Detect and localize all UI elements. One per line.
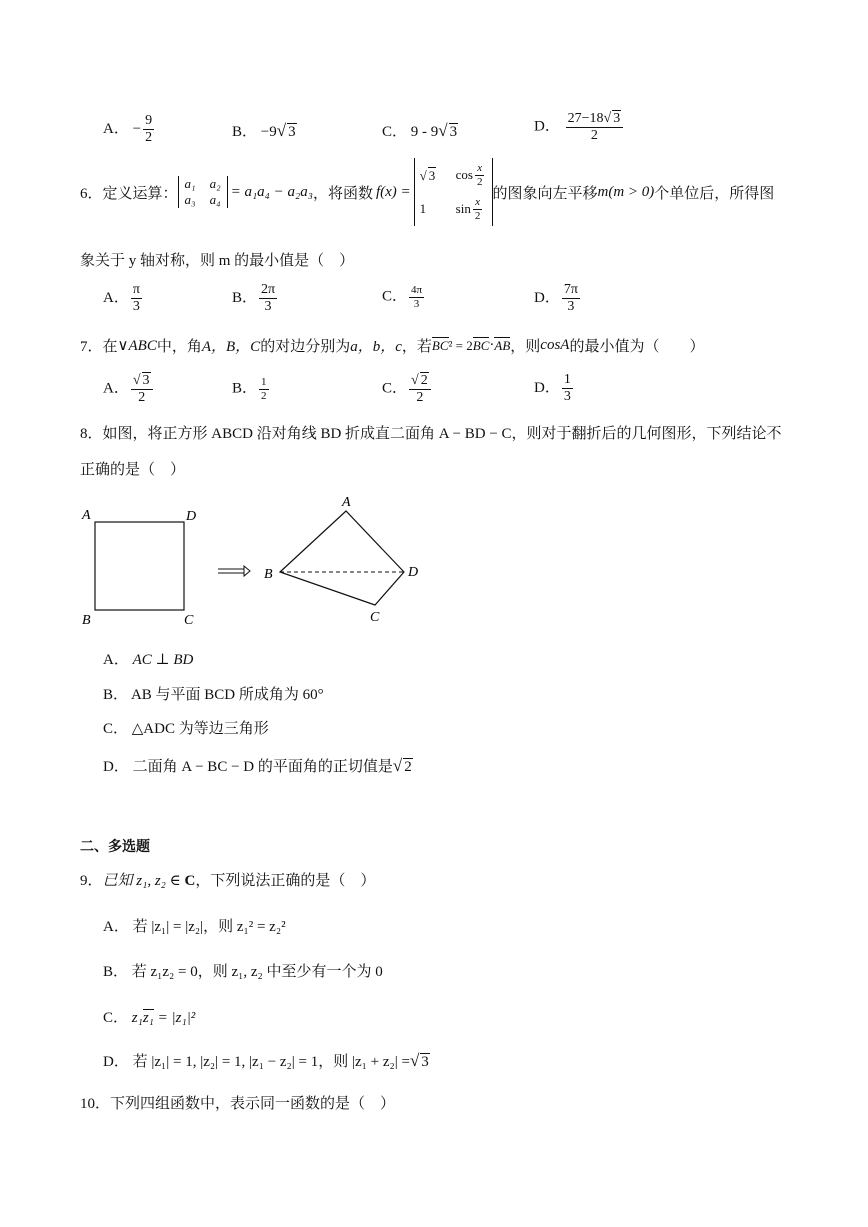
- q7-option-a: A． $\frac{√ 3}{2}$: [103, 372, 155, 406]
- q5-option-c: [382, 120, 458, 141]
- q8-option-a: A． AC ⊥ BD: [103, 652, 194, 668]
- q5-option-c-value: 9 - 9: [410, 124, 439, 140]
- right-arrow-icon: [218, 566, 250, 576]
- q5-option-b-value: −9: [260, 124, 277, 140]
- q5-option-b-root: 3: [288, 124, 296, 140]
- q8-option-d: D． 二面角 A − BC − D 的平面角的正切值是√ 2: [103, 756, 412, 775]
- fig-label-d: D: [186, 509, 197, 524]
- q5-option-d: [534, 110, 625, 144]
- fig-label-c: C: [184, 613, 194, 628]
- q6-mid: ，将函数: [312, 185, 373, 202]
- q5-option-b-label: B．: [232, 124, 258, 140]
- q7-option-c: C． $\frac{√ 2}{2}$: [382, 372, 433, 406]
- fig2-label-a: A: [342, 495, 351, 510]
- section-title: 二、多选题: [80, 839, 150, 855]
- q9-option-c: C． z₁z₁ = |z₁|²: [103, 1010, 196, 1026]
- sqrt-icon: √: [411, 373, 419, 388]
- q6-option-d: D． $\frac{7\pi}{3}$: [534, 282, 578, 315]
- q6-det-result: = a₁a₄ − a₂a₃: [230, 183, 313, 200]
- sqrt-icon: √: [276, 121, 287, 140]
- fig2-label-c: C: [370, 610, 380, 625]
- q6-function-determinant: √ 3 cos $\frac{x}{2}$ 1 sin $\frac{x}{2}$: [414, 158, 493, 226]
- q8-option-b: B． AB 与平面 BCD 所成角为 60°: [103, 687, 324, 703]
- q6-m-condition: m(m > 0): [597, 183, 655, 200]
- q9-option-a: A． 若 |z₁| = |z₂|，则 z₁² = z₂²: [103, 919, 286, 935]
- q7-vector-ab: AB: [494, 338, 511, 354]
- folded-figure: [280, 511, 404, 605]
- q6-line1: [80, 158, 774, 226]
- q7-vector-bc2: BC: [472, 338, 490, 354]
- q6-after: 的图象向左平移: [492, 185, 598, 202]
- q9-stem: 9．已知 z₁, z₂ ∈ C，下列说法正确的是（ ）: [80, 873, 376, 889]
- q5-option-a-fraction: $\frac{9}{2}$: [145, 113, 153, 146]
- q6-after2: 个单位后，所得图: [654, 185, 775, 202]
- q7-triangle: ∨ABC: [117, 338, 157, 354]
- fig2-label-d: D: [408, 565, 419, 580]
- q6-determinant: a₁ a₂ a₃ a₄: [178, 176, 228, 209]
- q7-vector-bc: BC: [431, 338, 449, 354]
- q8-line1: 8．如图，将正方形 ABCD 沿对角线 BD 折成直二面角 A − BD − C，则对于翻折后的几何图形，下列结论不: [80, 426, 782, 442]
- q6-option-c: C． $\frac{4\pi}{3}$: [382, 284, 423, 310]
- q5-option-d-fraction: $\frac{27-18√ 3}{2}$: [566, 110, 624, 144]
- q5-option-a-label: A．: [103, 121, 129, 138]
- q5-option-a: [103, 113, 156, 146]
- q9-option-d: D． 若 |z₁| = 1, |z₂| = 1, |z₁ − z₂| = 1，则 |z₁ + z₂| =√ 3: [103, 1051, 429, 1070]
- sqrt-icon: √: [438, 121, 448, 140]
- q6-option-a: A． $\frac{\pi}{3}$: [103, 282, 140, 315]
- fig-label-a: A: [82, 508, 91, 523]
- q6-fx: f(x) =: [375, 183, 411, 200]
- square-abcd: [95, 522, 184, 610]
- q7-option-b: B． $\frac{1}{2}$: [232, 376, 267, 402]
- q6-option-b: B． $\frac{2\pi}{3}$: [232, 282, 276, 315]
- sqrt-icon: √: [409, 1051, 420, 1070]
- q5-option-c-label: C．: [382, 124, 408, 140]
- q5-option-b: [232, 120, 297, 141]
- sqrt-icon: √: [419, 167, 427, 183]
- q5-option-c-root: 3: [449, 124, 458, 140]
- q8-option-c: C． △ADC 为等边三角形: [103, 721, 269, 737]
- q8-line2: 正确的是（ ）: [80, 462, 186, 478]
- q10-stem: 10．下列四组函数中，表示同一函数的是（ ）: [80, 1096, 396, 1112]
- q5-option-a-sign: −: [132, 121, 142, 138]
- fig2-label-b: B: [264, 567, 273, 582]
- sqrt-icon: √: [132, 373, 141, 388]
- q5-option-d-label: D．: [534, 118, 560, 135]
- q6-line2: 象关于 y 轴对称，则 m 的最小值是（ ）: [80, 253, 355, 269]
- sqrt-icon: √: [392, 756, 403, 775]
- q6-intro: 定义运算：: [102, 185, 178, 202]
- q9-option-b: B． 若 z₁z₂ = 0，则 z₁, z₂ 中至少有一个为 0: [103, 964, 383, 980]
- fig-label-b: B: [82, 613, 91, 628]
- q7-line1: 7． 在 ∨ABC 中，角 A，B，C 的对边分别为 a，b，c ，若 BC ² = 2 BC · AB ，则 cosA 的最小值为（ ）: [80, 337, 705, 355]
- q8-figure: [78, 488, 438, 633]
- q7-option-d: D． $\frac{1}{3}$: [534, 372, 571, 405]
- q6-number: 6．: [80, 185, 103, 202]
- sqrt-icon: √: [603, 111, 612, 126]
